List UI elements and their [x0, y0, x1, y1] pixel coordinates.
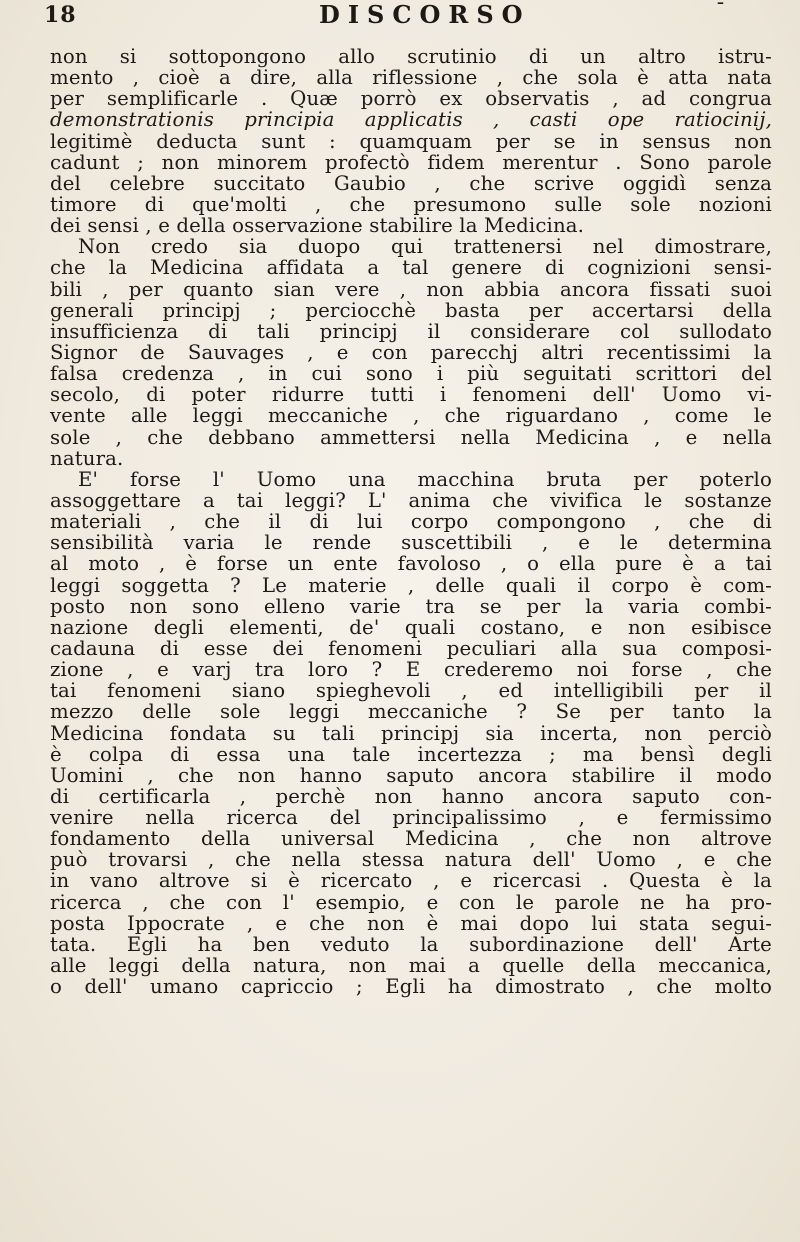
page-number: 18	[44, 2, 77, 28]
text-line: cadunt ; non minorem profectò fidem merentur . Sono parole	[50, 150, 772, 174]
text-line: materiali , che il di lui corpo compongono , che di	[50, 510, 772, 534]
text-line: tata. Egli ha ben veduto la subordinazione dell' Arte	[50, 932, 772, 956]
text-line: Signor de Sauvages , e con parecchj altri recentissimi la	[50, 340, 772, 364]
text-line: natura.	[50, 446, 124, 470]
running-title: DISCORSO	[319, 0, 531, 29]
text-line: assoggettare a tai leggi? L' anima che vivifica le sostanze	[50, 488, 772, 512]
text-line: posto non sono elleno varie tra se per la varia combi-	[50, 594, 772, 618]
text-line: alle leggi della natura, non mai a quelle della meccanica,	[50, 954, 772, 978]
text-line: mezzo delle sole leggi meccaniche ? Se per tanto la	[50, 700, 772, 724]
text-line: Uomini , che non hanno saputo ancora stabilire il modo	[50, 763, 772, 787]
text-line: che la Medicina affidata a tal genere di cognizioni sensi-	[50, 256, 772, 280]
paragraph-start: Non credo sia duopo qui trattenersi nel dimostrare,	[78, 235, 772, 259]
text-line: può trovarsi , che nella stessa natura dell' Uomo , e che	[50, 848, 772, 872]
text-line: tai fenomeni siano spieghevoli , ed intelligibili per il	[50, 679, 772, 703]
text-line: del celebre succitato Gaubio , che scrive oggidì senza	[50, 171, 772, 195]
text-line: sole , che debbano ammettersi nella Medicina , e nella	[50, 425, 772, 449]
text-line: o dell' umano capriccio ; Egli ha dimostrato , che molto	[50, 975, 772, 999]
page-header	[44, 2, 784, 34]
text-line: leggi soggetta ? Le materie , delle quali il corpo è com-	[50, 573, 772, 597]
text-line: insufficienza di tali principj il considerare col sullodato	[50, 319, 772, 343]
text-line: cadauna di esse dei fenomeni peculiari alla sua composi-	[50, 636, 772, 660]
header-mark: ˉ	[716, 0, 725, 21]
text-line: dei sensi , e della osservazione stabilire la Medicina.	[50, 214, 585, 238]
text-line: bili , per quanto sian vere , non abbia ancora fissati suoi	[50, 277, 772, 301]
text-line: legitimè deducta sunt : quamquam per se in sensus non	[50, 129, 772, 153]
text-line: Medicina fondata su tali principj sia incerta, non perciò	[50, 721, 772, 745]
text-line: è colpa di essa una tale incertezza ; ma bensì degli	[50, 742, 772, 766]
text-line: al moto , è forse un ente favoloso , o ella pure è a tai	[50, 552, 772, 576]
text-line: sensibilità varia le rende suscettibili , e le determina	[50, 531, 772, 555]
text-line: demonstrationis principia applicatis , casti ope ratiocinij,	[50, 108, 772, 132]
text-line: nazione degli elementi, de' quali costano, e non esibisce	[50, 615, 772, 639]
text-line: posta Ippocrate , e che non è mai dopo lui stata segui-	[50, 911, 772, 935]
text-line: mento , cioè a dire, alla riflessione , che sola è atta nata	[50, 66, 772, 90]
text-line: fondamento della universal Medicina , che non altrove	[50, 827, 772, 851]
text-line: per semplificarle . Quæ porrò ex observatis , ad congrua	[50, 87, 772, 111]
text-line: ricerca , che con l' esempio, e con le parole ne ha pro-	[50, 890, 772, 914]
text-line: vente alle leggi meccaniche , che riguardano , come le	[50, 404, 772, 428]
text-line: zione , e varj tra loro ? E crederemo noi forse , che	[50, 658, 772, 682]
text-line: timore di que'molti , che presumono sulle sole nozioni	[50, 192, 772, 216]
text-line: secolo, di poter ridurre tutti i fenomeni dell' Uomo vi-	[50, 383, 772, 407]
text-line: venire nella ricerca del principalissimo , e fermissimo	[50, 806, 772, 830]
text-line: falsa credenza , in cui sono i più seguitati scrittori del	[50, 362, 772, 386]
body-text	[50, 46, 772, 997]
text-line: non si sottopongono allo scrutinio di un altro istru-	[50, 45, 772, 68]
paragraph-start: E' forse l' Uomo una macchina bruta per poterlo	[78, 467, 772, 491]
text-line: generali principj ; perciocchè basta per accertarsi della	[50, 298, 772, 322]
text-line: di certificarla , perchè non hanno ancora saputo con-	[50, 784, 772, 808]
text-line: in vano altrove si è ricercato , e ricercasi . Questa è la	[50, 869, 772, 893]
